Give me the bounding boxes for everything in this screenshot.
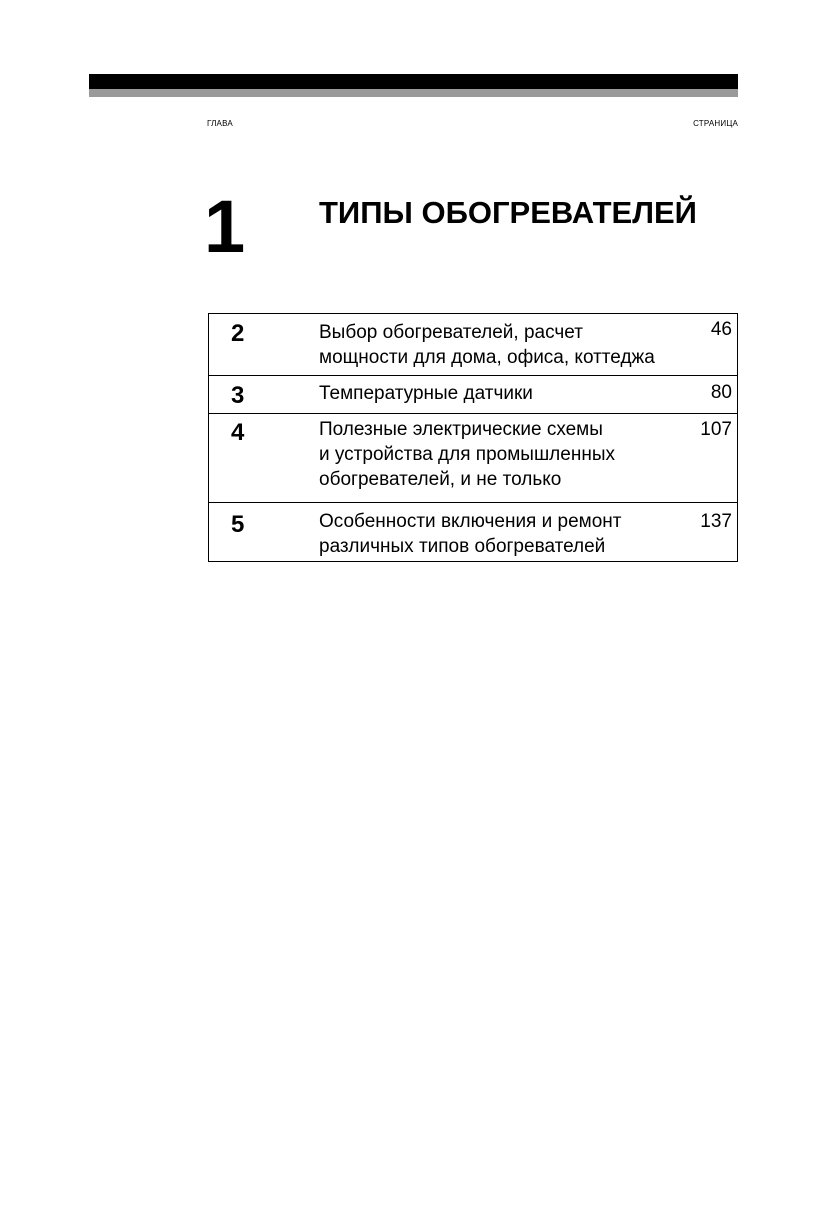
toc-row[interactable] [209,413,737,502]
chapter-number: 1 [204,185,246,268]
toc-row-page: 80 [710,382,732,403]
toc-row-number: 4 [231,419,245,446]
toc-row[interactable] [209,502,737,561]
toc-row-number: 5 [231,511,245,538]
toc-row-number: 2 [231,320,245,347]
header-bar-gray [89,89,738,97]
header-bar-black [89,74,738,89]
toc-row-title: Особенности включения и ремонт различных типов обогревателей [319,511,622,557]
chapter-column-label: ГЛАВА [207,119,233,128]
toc-row-page: 107 [700,419,732,440]
toc-row-page: 137 [700,511,732,532]
toc-row-number: 3 [231,382,245,409]
chapter-title: ТИПЫ ОБОГРЕВАТЕЛЕЙ [319,195,697,230]
toc-row-page: 46 [710,319,732,340]
toc-row-title: Температурные датчики [319,383,533,404]
toc-row-title: Выбор обогревателей, расчет мощности для дома, офиса, коттеджа [319,322,655,368]
page-column-label: СТРАНИЦА [693,119,738,128]
toc-row[interactable] [209,314,737,375]
toc-row-title: Полезные электрические схемы и устройства для промышленных обогревателей, и не только [319,419,615,490]
toc-row[interactable] [209,375,737,413]
table-of-contents [208,313,738,562]
